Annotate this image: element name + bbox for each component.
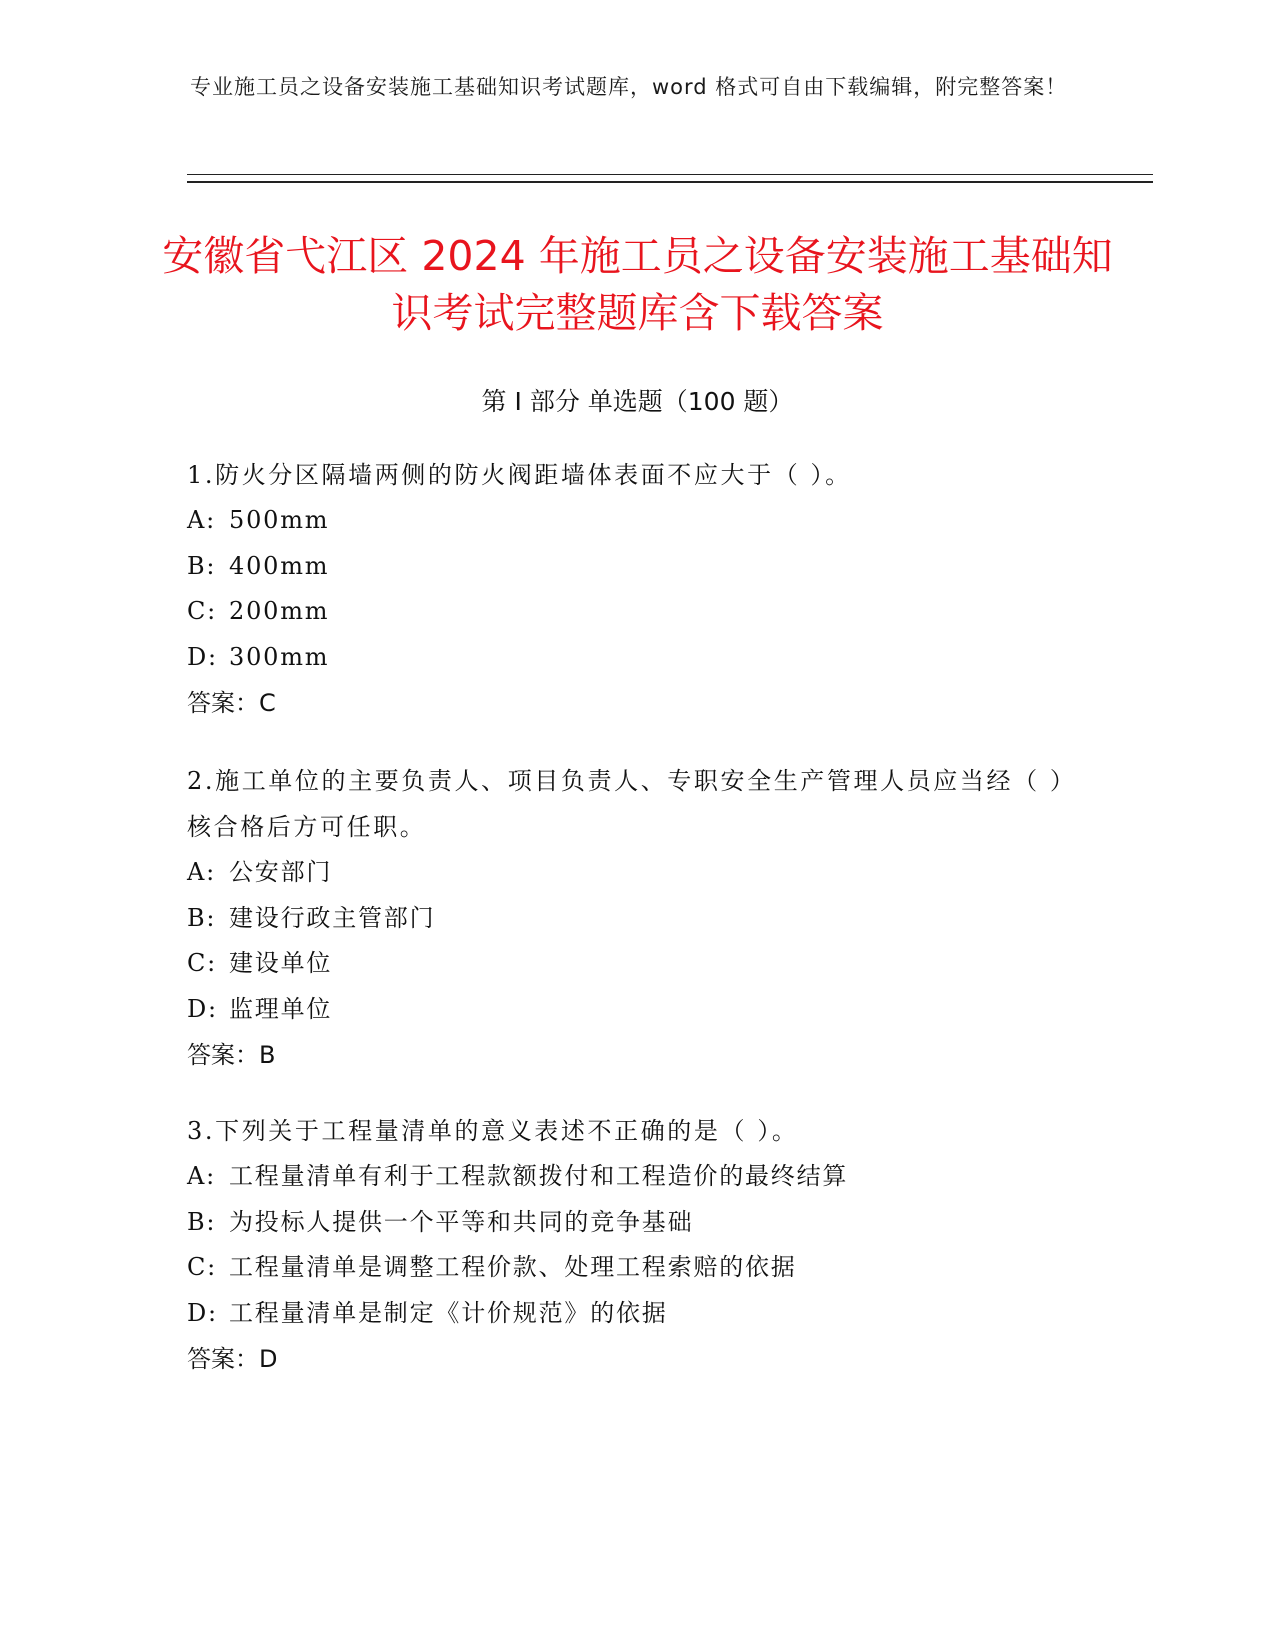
- option-a: [187, 850, 1087, 896]
- option-text: 监理单位: [229, 994, 333, 1023]
- option-text: 建设行政主管部门: [229, 903, 436, 932]
- question-stem: 2.施工单位的主要负责人、项目负责人、专职安全生产管理人员应当经（ ）核合格后方可任职。: [187, 767, 1077, 841]
- option-text: 300mm: [229, 642, 330, 671]
- option-text: 400mm: [229, 551, 330, 580]
- question-stem: 1.防火分区隔墙两侧的防火阀距墙体表面不应大于（ ）。: [187, 461, 852, 489]
- option-letter: D:: [187, 994, 218, 1023]
- option-text: 建设单位: [229, 949, 333, 977]
- section-heading: 第 I 部分 单选题（100 题）: [481, 387, 794, 416]
- option-b: [187, 1200, 1087, 1246]
- question-2: [187, 758, 1087, 1078]
- option-letter: A:: [187, 858, 217, 886]
- option-letter: B:: [187, 903, 217, 932]
- answer-line: 答案：C: [187, 689, 276, 717]
- answer-line: 答案：B: [187, 1041, 276, 1069]
- document-title: 安徽省弋江区 2024 年施工员之设备安装施工基础知识考试完整题库含下载答案: [162, 232, 1113, 337]
- option-d: [187, 1291, 1087, 1337]
- option-letter: D:: [187, 1298, 218, 1327]
- option-letter: C:: [187, 597, 218, 625]
- question-3: [187, 1108, 1087, 1382]
- option-a: [187, 498, 1087, 544]
- option-letter: D:: [187, 642, 218, 671]
- header-note: 专业施工员之设备安装施工基础知识考试题库，word 格式可自由下载编辑，附完整答案！: [190, 75, 1068, 99]
- question-stem: 3.下列关于工程量清单的意义表述不正确的是（ ）。: [187, 1117, 799, 1145]
- option-letter: B:: [187, 551, 217, 580]
- option-letter: A:: [187, 1162, 217, 1190]
- header-divider-thick: [187, 181, 1153, 183]
- option-letter: A:: [187, 506, 217, 534]
- option-text: 为投标人提供一个平等和共同的竞争基础: [229, 1207, 694, 1236]
- option-c: [187, 1245, 1087, 1291]
- option-d: [187, 635, 1087, 681]
- option-c: [187, 941, 1087, 987]
- option-text: 工程量清单是调整工程价款、处理工程索赔的依据: [229, 1253, 797, 1281]
- option-text: 公安部门: [229, 858, 333, 886]
- option-d: [187, 987, 1087, 1033]
- option-text: 工程量清单是制定《计价规范》的依据: [229, 1298, 668, 1327]
- option-text: 工程量清单有利于工程款额拨付和工程造价的最终结算: [229, 1162, 849, 1190]
- answer-line: 答案：D: [187, 1345, 278, 1373]
- option-letter: B:: [187, 1207, 217, 1236]
- option-a: [187, 1154, 1087, 1200]
- option-c: [187, 589, 1087, 635]
- header-divider-thin: [187, 174, 1153, 175]
- option-text: 500mm: [229, 506, 330, 534]
- option-text: 200mm: [229, 597, 330, 625]
- option-letter: C:: [187, 1253, 218, 1281]
- option-b: [187, 896, 1087, 942]
- option-b: [187, 544, 1087, 590]
- question-1: [187, 452, 1087, 726]
- option-letter: C:: [187, 949, 218, 977]
